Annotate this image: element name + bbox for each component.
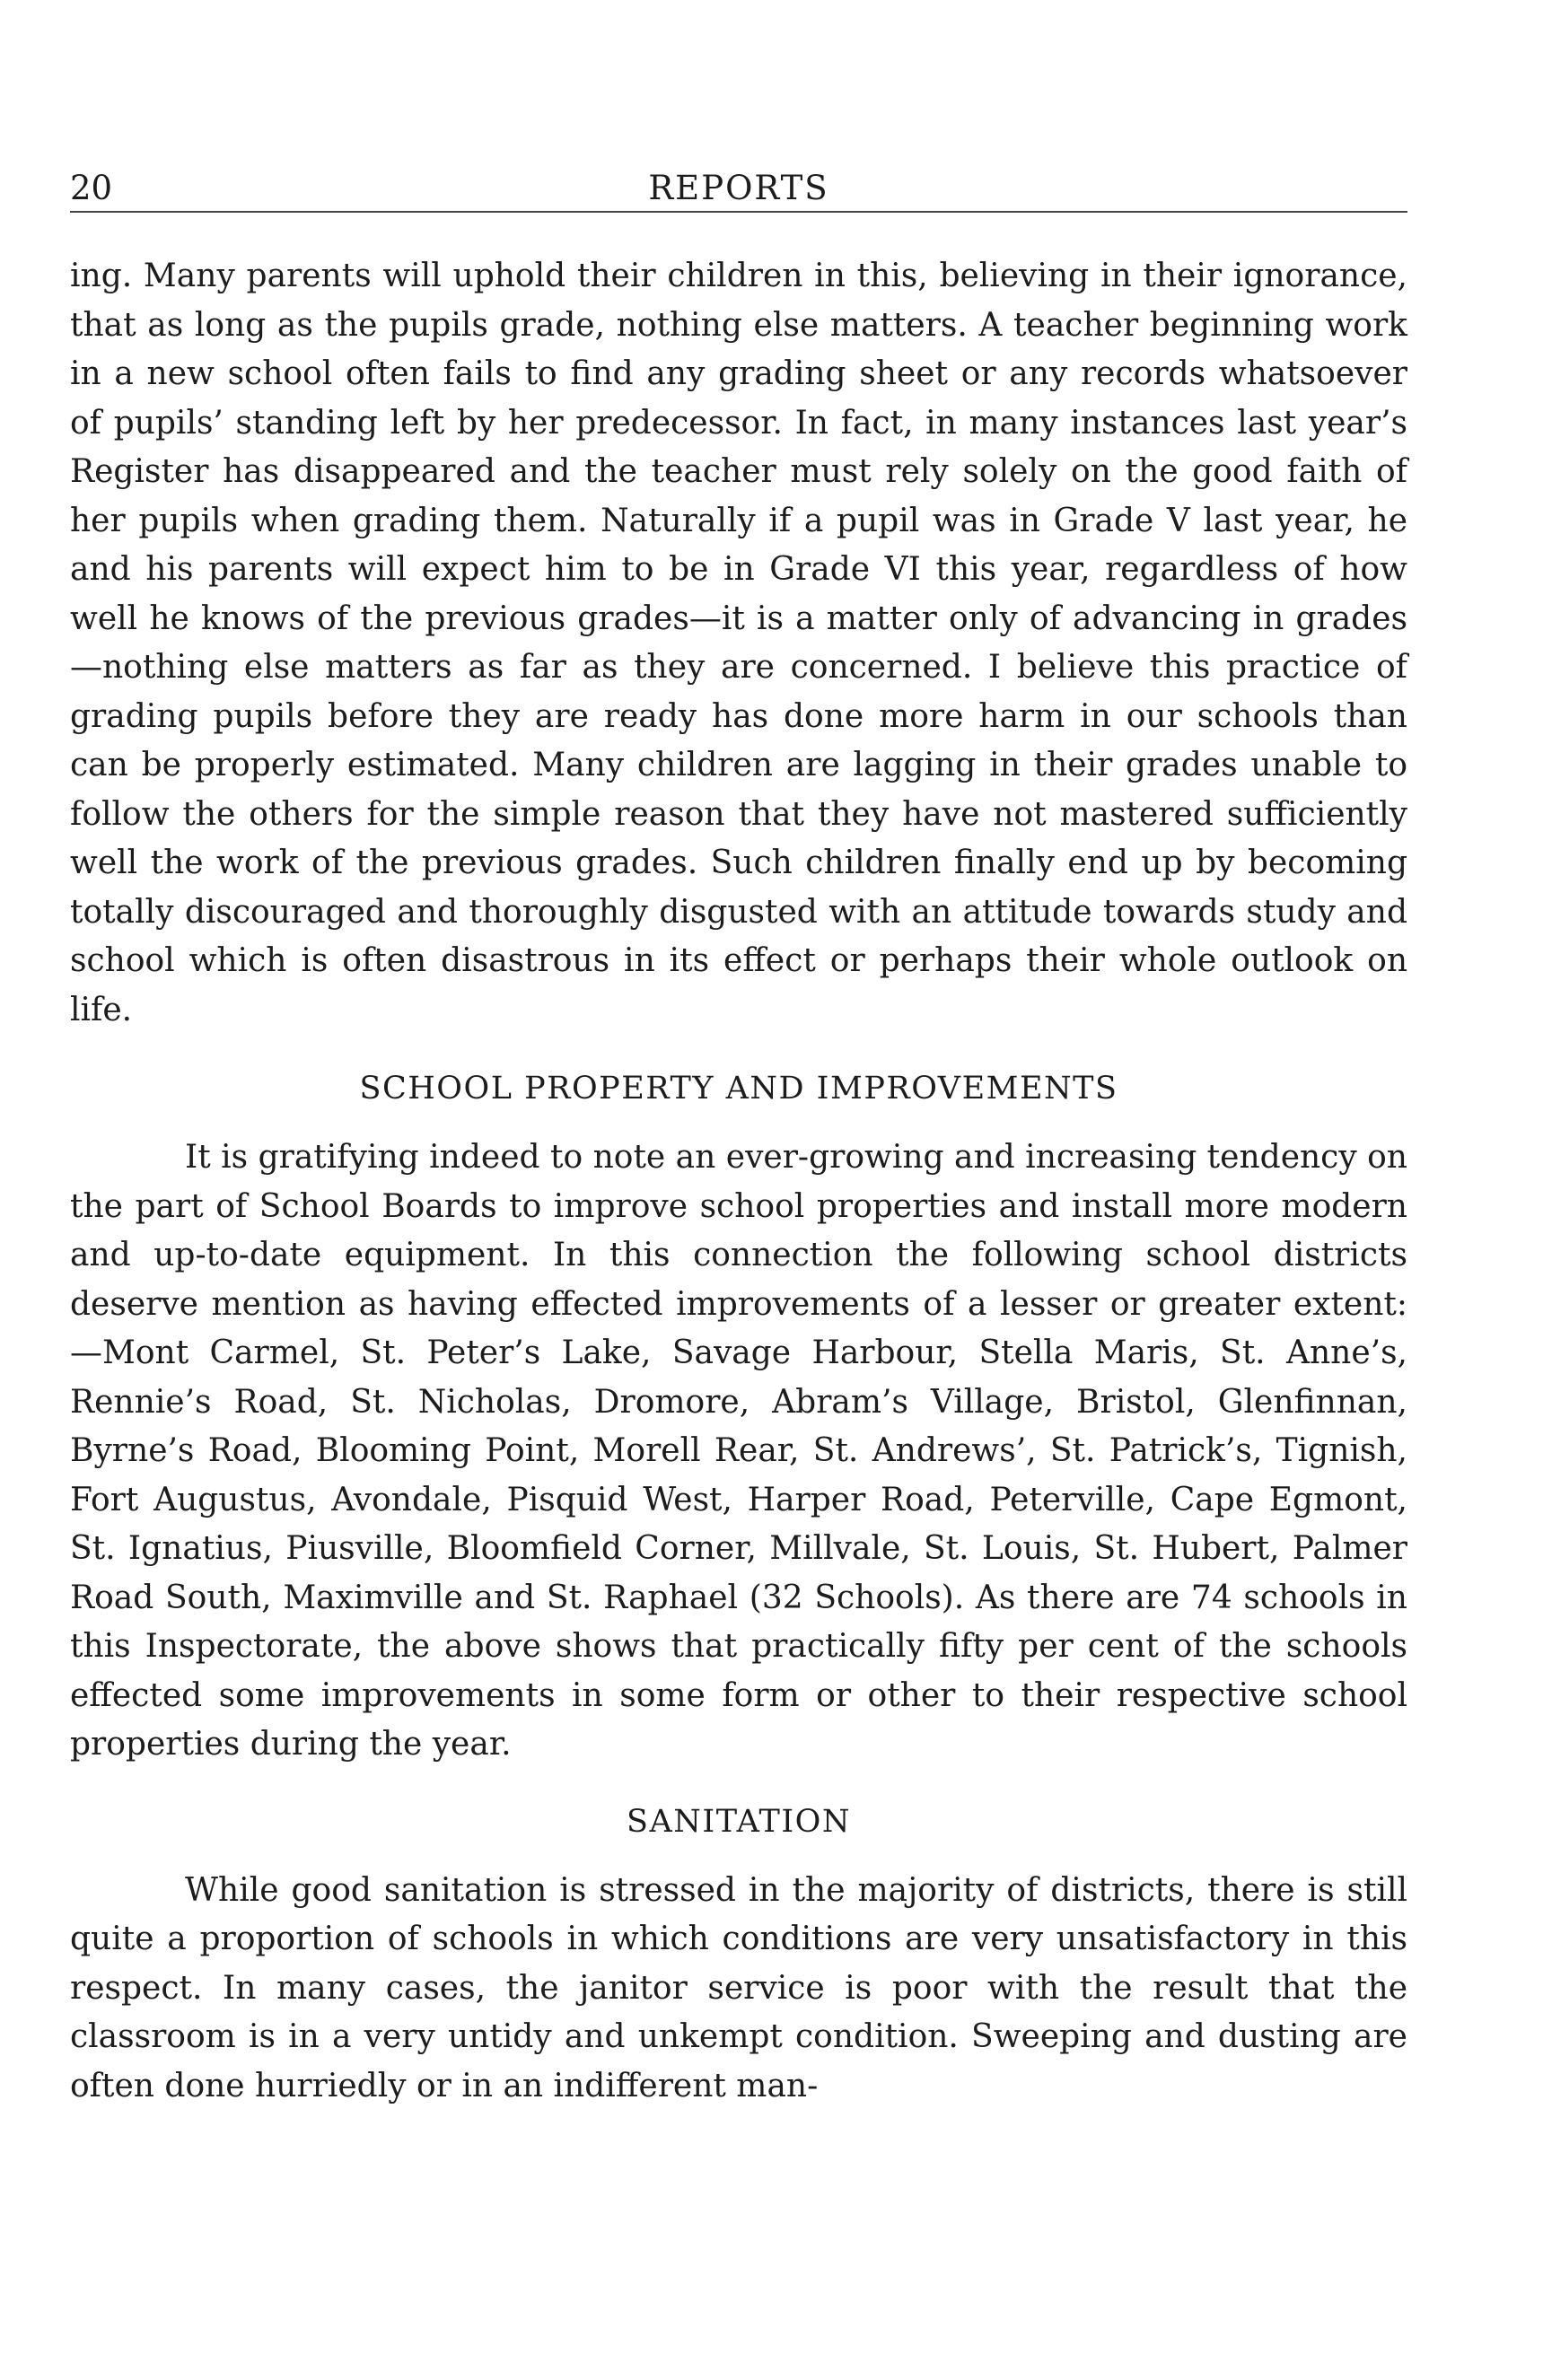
- heading-school-property: SCHOOL PROPERTY AND IMPROVEMENTS: [359, 1071, 1118, 1107]
- paragraph-sanitation: While good sanitation is stressed in the majority of districts, there is still quite a proportion of schools in which conditions are very unsatisfactory in this respect. In many cases, the janitor service is poor with the result that the classroom is in a very untidy and unkempt condition. Sweeping and dusting are often done hurriedly or in an indifferent man-: [70, 1871, 1407, 2104]
- running-header: [70, 157, 1407, 213]
- paragraph-school-property: It is gratifying indeed to note an ever-growing and increasing tendency on the part of School Boards to improve school properties and install more modern and up-to-date equipment. In this connection the following school districts deserve mention as having effected improvements of a lesser or greater extent:—Mont Carmel, St. Peter’s Lake, Savage Harbour, Stella Maris, St. Anne’s, Rennie’s Road, St. Nicholas, Dromore, Abram’s Village, Bristol, Glenfinnan, Byrne’s Road, Blooming Point, Morell Rear, St. Andrews’, St. Patrick’s, Tignish, Fort Augustus, Avondale, Pisquid West, Harper Road, Peterville, Cape Egmont, St. Ignatius, Piusville, Bloomfield Corner, Millvale, St. Louis, St. Hubert, Palmer Road South, Maximville and St. Raphael (32 Schools). As there are 74 schools in this Inspectorate, the above shows that practically fifty per cent of the schools effected some improvements in some form or other to their respective school properties during the year.: [70, 1139, 1407, 1763]
- running-title: REPORTS: [648, 169, 829, 207]
- paragraph-grading: ing. Many parents will uphold their children in this, believing in their ignorance, that as long as the pupils grade, nothing else matters. A teacher beginning work in a new school often fails to find any grading sheet or any records whatsoever of pupils’ standing left by her predecessor. In fact, in many instances last year’s Register has disappeared and the teacher must rely solely on the good faith of her pupils when grading them. Naturally if a pupil was in Grade V last year, he and his parents will expect him to be in Grade VI this year, regardless of how well he knows of the previous grades—it is a matter only of advancing in grades—nothing else matters as far as they are concerned. I believe this practice of grading pupils before they are ready has done more harm in our schools than can be properly estimated. Many children are lagging in their grades unable to follow the others for the simple reason that they have not mastered sufficiently well the work of the previous grades. Such children finally end up by becoming totally discouraged and thoroughly disgusted with an attitude towards study and school which is often disastrous in its effect or perhaps their whole outlook on life.: [70, 258, 1407, 1028]
- page-number: 20: [70, 169, 113, 207]
- heading-sanitation: SANITATION: [627, 1803, 851, 1840]
- report-page: [70, 157, 1407, 2111]
